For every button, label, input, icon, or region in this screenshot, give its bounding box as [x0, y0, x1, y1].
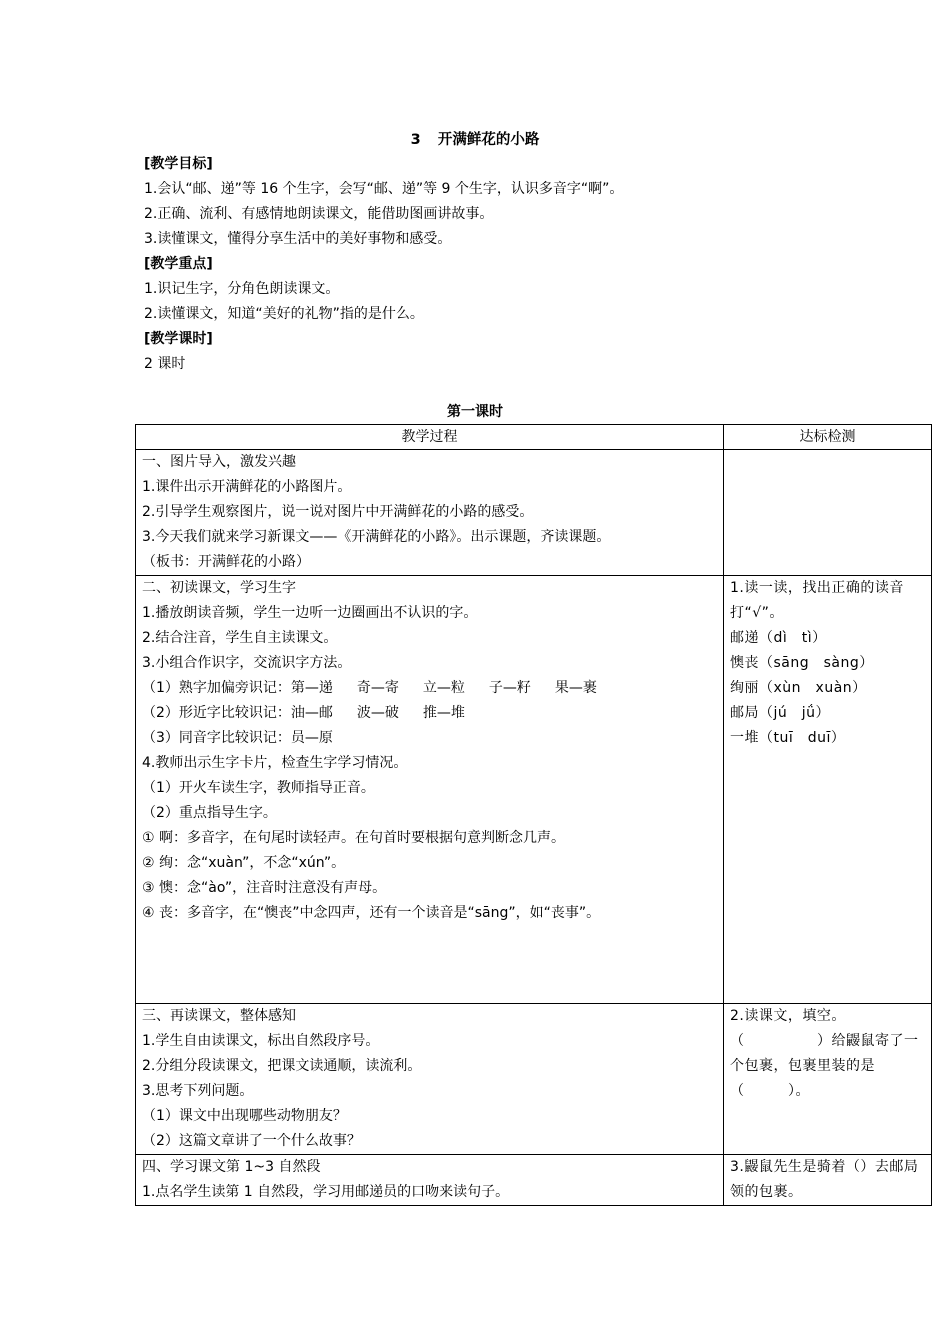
section-heading: 三、再读课文，整体感知 [142, 1008, 296, 1024]
table-row [136, 450, 932, 576]
char-pair: 油—邮 [290, 705, 333, 721]
col-check-header: 达标检测 [724, 425, 932, 450]
goal-item: 1.会认“邮、递”等 16 个生字，会写“邮、递”等 9 个生字，认识多音字“啊”。 [144, 181, 624, 197]
process-line: 3.小组合作识字，交流识字方法。 [142, 655, 352, 671]
process-line: （1）开火车读生字，教师指导正音。 [142, 780, 375, 796]
page-title [0, 128, 950, 149]
hours-header: [教学课时] [144, 331, 213, 347]
process-line: 2.结合注音，学生自主读课文。 [142, 630, 338, 646]
process-cell [136, 576, 724, 1004]
col-process-header: 教学过程 [136, 425, 724, 450]
process-line [142, 701, 718, 726]
char-pair: 第—递 [290, 680, 333, 696]
check-item: （ ）给鼹鼠寄了一个包裹，包裹里装的是（ ）。 [730, 1033, 919, 1099]
process-line: 3.今天我们就来学习新课文——《开满鲜花的小路》。出示课题，齐读课题。 [142, 529, 611, 545]
process-line: （2）重点指导生字。 [142, 805, 277, 821]
table-row [136, 576, 932, 1004]
goal-item: 3.读懂课文，懂得分享生活中的美好事物和感受。 [144, 231, 452, 247]
section-heading: 一、图片导入，激发兴趣 [142, 454, 296, 470]
process-cell [136, 1004, 724, 1155]
focus-item: 1.识记生字，分角色朗读课文。 [144, 281, 340, 297]
process-cell [136, 1155, 724, 1206]
process-line: （2）这篇文章讲了一个什么故事？ [142, 1133, 361, 1149]
process-line: 2.引导学生观察图片，说一说对图片中开满鲜花的小路的感受。 [142, 504, 534, 520]
hours-value: 2 课时 [144, 356, 186, 372]
process-line: （板书：开满鲜花的小路） [142, 554, 310, 570]
process-line: 1.播放朗读音频，学生一边听一边圈画出不认识的字。 [142, 605, 478, 621]
process-line: ③ 懊：念“ào”，注音时注意没有声母。 [142, 880, 387, 896]
char-pair: 推—堆 [422, 705, 465, 721]
lesson-title: 第一课时 [447, 404, 503, 420]
table-header-row [136, 425, 932, 450]
process-cell [136, 450, 724, 576]
process-line: ④ 丧：多音字，在“懊丧”中念四声，还有一个读音是“sāng”，如“丧事”。 [142, 905, 601, 921]
process-line: 1.点名学生读第 1 自然段，学习用邮递员的口吻来读句子。 [142, 1184, 510, 1200]
method-label: （1）熟字加偏旁识记： [142, 680, 291, 696]
goal-item: 2.正确、流利、有感情地朗读课文，能借助图画讲故事。 [144, 206, 494, 222]
process-line: ② 绚：念“xuàn”，不念“xún”。 [142, 855, 346, 871]
process-line: 2.分组分段读课文，把课文读通顺，读流利。 [142, 1058, 422, 1074]
check-question: 3.鼹鼠先生是骑着（）去邮局领的包裹。 [730, 1159, 919, 1200]
check-cell [724, 1004, 932, 1155]
check-item: 邮局（jú jǘ） [730, 705, 831, 721]
table-row [136, 1004, 932, 1155]
process-line: （3）同音字比较识记：员—原 [142, 730, 333, 746]
check-item: 一堆（tuī duī） [730, 730, 846, 746]
check-question: 1.读一读，找出正确的读音打“√”。 [730, 580, 904, 621]
intro-section [144, 152, 824, 377]
check-cell [724, 576, 932, 1004]
method-label: （2）形近字比较识记： [142, 705, 291, 721]
process-line: 1.课件出示开满鲜花的小路图片。 [142, 479, 352, 495]
check-cell [724, 1155, 932, 1206]
check-item: 懊丧（sāng sàng） [730, 655, 874, 671]
lesson-name: 开满鲜花的小路 [437, 132, 540, 148]
process-line: ① 啊：多音字，在句尾时读轻声。在句首时要根据句意判断念几声。 [142, 830, 565, 846]
check-cell [724, 450, 932, 576]
process-line: （1）课文中出现哪些动物朋友？ [142, 1108, 347, 1124]
process-line: 3.思考下列问题。 [142, 1083, 254, 1099]
char-pair: 波—破 [356, 705, 399, 721]
char-pair: 奇—寄 [356, 680, 399, 696]
focus-item: 2.读懂课文，知道“美好的礼物”指的是什么。 [144, 306, 424, 322]
lesson-plan-table [135, 424, 932, 1206]
char-pair: 立—粒 [422, 680, 465, 696]
check-question: 2.读课文，填空。 [730, 1008, 846, 1024]
char-pair: 子—籽 [488, 680, 531, 696]
char-pair: 果—裹 [554, 680, 597, 696]
process-line: 1.学生自由读课文，标出自然段序号。 [142, 1033, 380, 1049]
goals-header: [教学目标] [144, 156, 213, 172]
check-item: 绚丽（xùn xuàn） [730, 680, 867, 696]
check-item: 邮递（dì tì） [730, 630, 827, 646]
table-row [136, 1155, 932, 1206]
focus-header: [教学重点] [144, 256, 213, 272]
section-heading: 二、初读课文，学习生字 [142, 580, 296, 596]
section-heading: 四、学习课文第 1~3 自然段 [142, 1159, 321, 1175]
process-line: 4.教师出示生字卡片，检查生字学习情况。 [142, 755, 408, 771]
process-line [142, 676, 718, 701]
lesson-number: 3 [410, 132, 421, 148]
